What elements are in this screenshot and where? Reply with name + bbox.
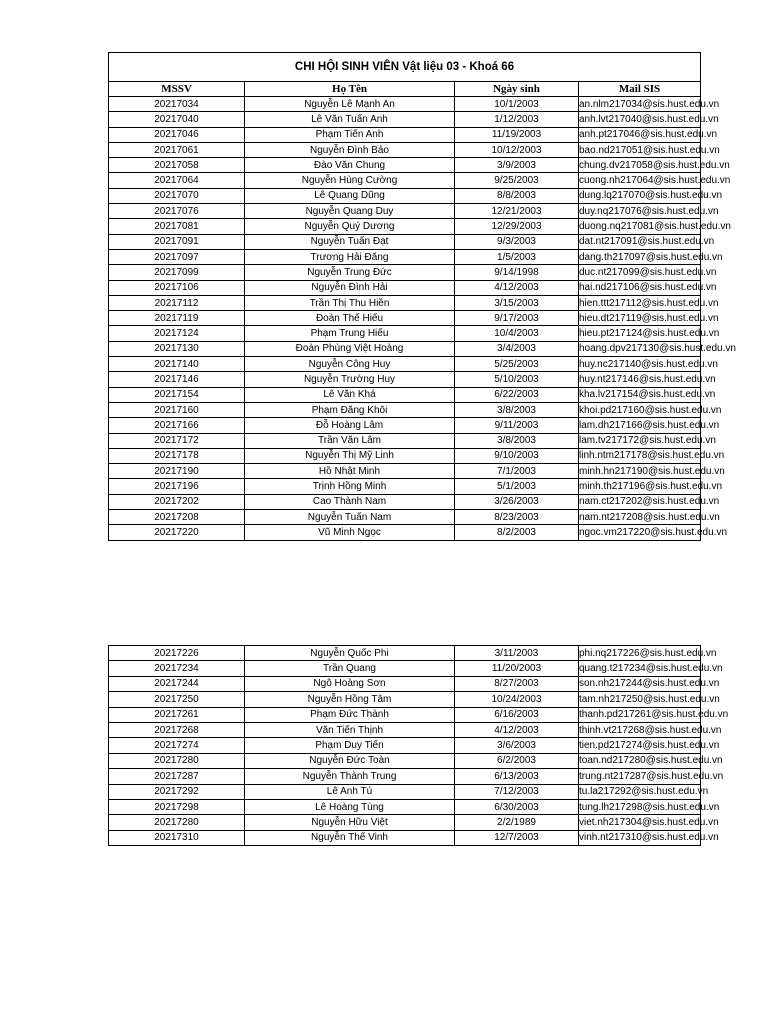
email-cell: an.nlm217034@sis.hust.edu.vn bbox=[579, 97, 701, 112]
student-name-cell: Nguyễn Thế Vinh bbox=[245, 830, 455, 845]
email-cell: hoang.dpv217130@sis.hust.edu.vn bbox=[579, 341, 701, 356]
student-name-cell: Hồ Nhật Minh bbox=[245, 464, 455, 479]
birthdate-cell: 3/11/2003 bbox=[455, 646, 579, 661]
birthdate-cell: 5/25/2003 bbox=[455, 357, 579, 372]
email-cell: vinh.nt217310@sis.hust.edu.vn bbox=[579, 830, 701, 845]
student-name-cell: Nguyễn Quốc Phi bbox=[245, 646, 455, 661]
student-id-cell: 20217119 bbox=[109, 311, 245, 326]
birthdate-cell: 12/21/2003 bbox=[455, 204, 579, 219]
birthdate-cell: 7/1/2003 bbox=[455, 464, 579, 479]
student-name-cell: Nguyễn Tuấn Nam bbox=[245, 510, 455, 525]
student-name-cell: Đào Văn Chung bbox=[245, 158, 455, 173]
student-name-cell: Đỗ Hoàng Lâm bbox=[245, 418, 455, 433]
student-name-cell: Vũ Minh Ngọc bbox=[245, 525, 455, 540]
student-id-cell: 20217250 bbox=[109, 692, 245, 707]
column-header-birthdate: Ngày sinh bbox=[455, 82, 579, 97]
student-name-cell: Nguyễn Hữu Việt bbox=[245, 815, 455, 830]
student-name-cell: Ngô Hoàng Sơn bbox=[245, 676, 455, 691]
student-name-cell: Nguyễn Trường Huy bbox=[245, 372, 455, 387]
birthdate-cell: 9/25/2003 bbox=[455, 173, 579, 188]
email-cell: duc.nt217099@sis.hust.edu.vn bbox=[579, 265, 701, 280]
table-row bbox=[109, 295, 701, 310]
student-id-cell: 20217091 bbox=[109, 234, 245, 249]
email-cell: tien.pd217274@sis.hust.edu.vn bbox=[579, 738, 701, 753]
email-cell: tam.nh217250@sis.hust.edu.vn bbox=[579, 692, 701, 707]
student-id-cell: 20217076 bbox=[109, 204, 245, 219]
table-row bbox=[109, 646, 701, 661]
table-row bbox=[109, 815, 701, 830]
birthdate-cell: 9/10/2003 bbox=[455, 448, 579, 463]
student-name-cell: Nguyễn Thành Trung bbox=[245, 769, 455, 784]
student-table-2 bbox=[108, 645, 729, 846]
email-cell: quang.t217234@sis.hust.edu.vn bbox=[579, 661, 701, 676]
table-row bbox=[109, 418, 701, 433]
birthdate-cell: 7/12/2003 bbox=[455, 784, 579, 799]
student-id-cell: 20217298 bbox=[109, 799, 245, 814]
table-row bbox=[109, 510, 701, 525]
student-name-cell: Lê Quang Dũng bbox=[245, 188, 455, 203]
student-name-cell: Đoàn Thế Hiếu bbox=[245, 311, 455, 326]
birthdate-cell: 12/7/2003 bbox=[455, 830, 579, 845]
birthdate-cell: 1/12/2003 bbox=[455, 112, 579, 127]
student-name-cell: Nguyễn Trung Đức bbox=[245, 265, 455, 280]
student-id-cell: 20217280 bbox=[109, 815, 245, 830]
table-row bbox=[109, 280, 701, 295]
email-cell: hien.ttt217112@sis.hust.edu.vn bbox=[579, 295, 701, 310]
email-cell: thinh.vt217268@sis.hust.edu.vn bbox=[579, 722, 701, 737]
table-row bbox=[109, 707, 701, 722]
birthdate-cell: 9/3/2003 bbox=[455, 234, 579, 249]
birthdate-cell: 8/27/2003 bbox=[455, 676, 579, 691]
email-cell: tung.lh217298@sis.hust.edu.vn bbox=[579, 799, 701, 814]
student-id-cell: 20217081 bbox=[109, 219, 245, 234]
email-cell: cuong.nh217064@sis.hust.edu.vn bbox=[579, 173, 701, 188]
birthdate-cell: 3/6/2003 bbox=[455, 738, 579, 753]
email-cell: bao.nd217051@sis.hust.edu.vn bbox=[579, 142, 701, 157]
student-name-cell: Trần Thị Thu Hiền bbox=[245, 295, 455, 310]
student-name-cell: Trần Văn Lâm bbox=[245, 433, 455, 448]
email-cell: duong.nq217081@sis.hust.edu.vn bbox=[579, 219, 701, 234]
table-row bbox=[109, 219, 701, 234]
table-row bbox=[109, 127, 701, 142]
student-name-cell: Phạm Trung Hiếu bbox=[245, 326, 455, 341]
table-row bbox=[109, 112, 701, 127]
table-row bbox=[109, 769, 701, 784]
student-id-cell: 20217146 bbox=[109, 372, 245, 387]
student-id-cell: 20217208 bbox=[109, 510, 245, 525]
student-name-cell: Lê Văn Khá bbox=[245, 387, 455, 402]
table-row bbox=[109, 173, 701, 188]
student-name-cell: Nguyễn Công Huy bbox=[245, 357, 455, 372]
student-name-cell: Nguyễn Tuấn Đạt bbox=[245, 234, 455, 249]
table-row bbox=[109, 234, 701, 249]
student-name-cell: Lê Hoàng Tùng bbox=[245, 799, 455, 814]
student-id-cell: 20217106 bbox=[109, 280, 245, 295]
birthdate-cell: 3/26/2003 bbox=[455, 494, 579, 509]
student-name-cell: Nguyễn Quang Duy bbox=[245, 204, 455, 219]
student-name-cell: Nguyễn Đình Bảo bbox=[245, 142, 455, 157]
student-name-cell: Văn Tiến Thịnh bbox=[245, 722, 455, 737]
column-header-mssv: MSSV bbox=[109, 82, 245, 97]
table-row bbox=[109, 738, 701, 753]
student-name-cell: Nguyễn Thị Mỹ Linh bbox=[245, 448, 455, 463]
student-id-cell: 20217274 bbox=[109, 738, 245, 753]
student-name-cell: Cao Thành Nam bbox=[245, 494, 455, 509]
email-cell: thanh.pd217261@sis.hust.edu.vn bbox=[579, 707, 701, 722]
birthdate-cell: 3/15/2003 bbox=[455, 295, 579, 310]
column-header-name: Họ Tên bbox=[245, 82, 455, 97]
student-id-cell: 20217154 bbox=[109, 387, 245, 402]
student-id-cell: 20217034 bbox=[109, 97, 245, 112]
email-cell: son.nh217244@sis.hust.edu.vn bbox=[579, 676, 701, 691]
birthdate-cell: 11/19/2003 bbox=[455, 127, 579, 142]
birthdate-cell: 5/10/2003 bbox=[455, 372, 579, 387]
email-cell: tu.la217292@sis.hust.edu.vn bbox=[579, 784, 701, 799]
birthdate-cell: 6/16/2003 bbox=[455, 707, 579, 722]
birthdate-cell: 3/8/2003 bbox=[455, 433, 579, 448]
student-id-cell: 20217140 bbox=[109, 357, 245, 372]
student-id-cell: 20217070 bbox=[109, 188, 245, 203]
table-row bbox=[109, 357, 701, 372]
table-row bbox=[109, 784, 701, 799]
table-row bbox=[109, 158, 701, 173]
birthdate-cell: 3/4/2003 bbox=[455, 341, 579, 356]
birthdate-cell: 10/24/2003 bbox=[455, 692, 579, 707]
table-row bbox=[109, 494, 701, 509]
birthdate-cell: 9/11/2003 bbox=[455, 418, 579, 433]
student-id-cell: 20217064 bbox=[109, 173, 245, 188]
student-id-cell: 20217097 bbox=[109, 249, 245, 264]
birthdate-cell: 6/2/2003 bbox=[455, 753, 579, 768]
student-id-cell: 20217061 bbox=[109, 142, 245, 157]
student-id-cell: 20217099 bbox=[109, 265, 245, 280]
email-cell: minh.th217196@sis.hust.edu.vn bbox=[579, 479, 701, 494]
student-id-cell: 20217160 bbox=[109, 402, 245, 417]
student-id-cell: 20217166 bbox=[109, 418, 245, 433]
student-id-cell: 20217196 bbox=[109, 479, 245, 494]
email-cell: huy.nt217146@sis.hust.edu.vn bbox=[579, 372, 701, 387]
student-id-cell: 20217040 bbox=[109, 112, 245, 127]
email-cell: nam.nt217208@sis.hust.edu.vn bbox=[579, 510, 701, 525]
birthdate-cell: 1/5/2003 bbox=[455, 249, 579, 264]
birthdate-cell: 12/29/2003 bbox=[455, 219, 579, 234]
birthdate-cell: 4/12/2003 bbox=[455, 722, 579, 737]
student-name-cell: Đoàn Phùng Việt Hoàng bbox=[245, 341, 455, 356]
student-table-1 bbox=[108, 52, 736, 541]
birthdate-cell: 9/17/2003 bbox=[455, 311, 579, 326]
table-row bbox=[109, 753, 701, 768]
email-cell: linh.ntm217178@sis.hust.edu.vn bbox=[579, 448, 701, 463]
birthdate-cell: 8/2/2003 bbox=[455, 525, 579, 540]
email-cell: kha.lv217154@sis.hust.edu.vn bbox=[579, 387, 701, 402]
table-row bbox=[109, 341, 701, 356]
student-id-cell: 20217178 bbox=[109, 448, 245, 463]
table-row bbox=[109, 722, 701, 737]
student-id-cell: 20217172 bbox=[109, 433, 245, 448]
table-row bbox=[109, 97, 701, 112]
student-name-cell: Phạm Đăng Khôi bbox=[245, 402, 455, 417]
student-id-cell: 20217234 bbox=[109, 661, 245, 676]
email-cell: huy.nc217140@sis.hust.edu.vn bbox=[579, 357, 701, 372]
birthdate-cell: 4/12/2003 bbox=[455, 280, 579, 295]
birthdate-cell: 8/8/2003 bbox=[455, 188, 579, 203]
student-name-cell: Nguyễn Hùng Cường bbox=[245, 173, 455, 188]
student-id-cell: 20217046 bbox=[109, 127, 245, 142]
table-row bbox=[109, 448, 701, 463]
student-id-cell: 20217124 bbox=[109, 326, 245, 341]
table-row bbox=[109, 661, 701, 676]
email-cell: phi.nq217226@sis.hust.edu.vn bbox=[579, 646, 701, 661]
email-cell: anh.lvt217040@sis.hust.edu.vn bbox=[579, 112, 701, 127]
student-name-cell: Phạm Duy Tiến bbox=[245, 738, 455, 753]
student-id-cell: 20217310 bbox=[109, 830, 245, 845]
email-cell: chung.dv217058@sis.hust.edu.vn bbox=[579, 158, 701, 173]
student-id-cell: 20217261 bbox=[109, 707, 245, 722]
table-row bbox=[109, 142, 701, 157]
email-cell: khoi.pd217160@sis.hust.edu.vn bbox=[579, 402, 701, 417]
birthdate-cell: 6/30/2003 bbox=[455, 799, 579, 814]
birthdate-cell: 8/23/2003 bbox=[455, 510, 579, 525]
birthdate-cell: 11/20/2003 bbox=[455, 661, 579, 676]
student-name-cell: Nguyễn Hồng Tâm bbox=[245, 692, 455, 707]
student-name-cell: Nguyễn Quý Dương bbox=[245, 219, 455, 234]
student-id-cell: 20217226 bbox=[109, 646, 245, 661]
student-name-cell: Phạm Tiến Anh bbox=[245, 127, 455, 142]
birthdate-cell: 10/4/2003 bbox=[455, 326, 579, 341]
student-id-cell: 20217112 bbox=[109, 295, 245, 310]
birthdate-cell: 10/12/2003 bbox=[455, 142, 579, 157]
table-row bbox=[109, 799, 701, 814]
student-name-cell: Lê Anh Tú bbox=[245, 784, 455, 799]
table-row bbox=[109, 433, 701, 448]
student-name-cell: Trương Hải Đăng bbox=[245, 249, 455, 264]
student-name-cell: Nguyễn Đình Hải bbox=[245, 280, 455, 295]
email-cell: lam.tv217172@sis.hust.edu.vn bbox=[579, 433, 701, 448]
table-row bbox=[109, 372, 701, 387]
student-id-cell: 20217292 bbox=[109, 784, 245, 799]
email-cell: hieu.pt217124@sis.hust.edu.vn bbox=[579, 326, 701, 341]
student-id-cell: 20217202 bbox=[109, 494, 245, 509]
email-cell: nam.ct217202@sis.hust.edu.vn bbox=[579, 494, 701, 509]
birthdate-cell: 9/14/1998 bbox=[455, 265, 579, 280]
table-row bbox=[109, 265, 701, 280]
student-id-cell: 20217287 bbox=[109, 769, 245, 784]
email-cell: dat.nt217091@sis.hust.edu.vn bbox=[579, 234, 701, 249]
email-cell: trung.nt217287@sis.hust.edu.vn bbox=[579, 769, 701, 784]
student-id-cell: 20217130 bbox=[109, 341, 245, 356]
table-row bbox=[109, 326, 701, 341]
table-row bbox=[109, 387, 701, 402]
table-row bbox=[109, 692, 701, 707]
table-row bbox=[109, 830, 701, 845]
student-name-cell: Trịnh Hồng Minh bbox=[245, 479, 455, 494]
email-cell: minh.hn217190@sis.hust.edu.vn bbox=[579, 464, 701, 479]
table-row bbox=[109, 676, 701, 691]
email-cell: anh.pt217046@sis.hust.edu.vn bbox=[579, 127, 701, 142]
email-cell: hieu.dt217119@sis.hust.edu.vn bbox=[579, 311, 701, 326]
student-id-cell: 20217058 bbox=[109, 158, 245, 173]
birthdate-cell: 2/2/1989 bbox=[455, 815, 579, 830]
student-id-cell: 20217280 bbox=[109, 753, 245, 768]
table-row bbox=[109, 464, 701, 479]
student-name-cell: Nguyễn Lê Mạnh An bbox=[245, 97, 455, 112]
table-row bbox=[109, 311, 701, 326]
table-row bbox=[109, 188, 701, 203]
student-name-cell: Trần Quang bbox=[245, 661, 455, 676]
birthdate-cell: 6/22/2003 bbox=[455, 387, 579, 402]
student-name-cell: Phạm Đức Thành bbox=[245, 707, 455, 722]
birthdate-cell: 3/9/2003 bbox=[455, 158, 579, 173]
student-id-cell: 20217220 bbox=[109, 525, 245, 540]
email-cell: dang.th217097@sis.hust.edu.vn bbox=[579, 249, 701, 264]
email-cell: viet.nh217304@sis.hust.edu.vn bbox=[579, 815, 701, 830]
table-row bbox=[109, 204, 701, 219]
email-cell: toan.nd217280@sis.hust.edu.vn bbox=[579, 753, 701, 768]
birthdate-cell: 5/1/2003 bbox=[455, 479, 579, 494]
student-name-cell: Nguyễn Đức Toàn bbox=[245, 753, 455, 768]
student-id-cell: 20217190 bbox=[109, 464, 245, 479]
birthdate-cell: 3/8/2003 bbox=[455, 402, 579, 417]
student-id-cell: 20217268 bbox=[109, 722, 245, 737]
email-cell: dung.lq217070@sis.hust.edu.vn bbox=[579, 188, 701, 203]
column-header-mail: Mail SIS bbox=[579, 82, 701, 97]
document-title: CHI HỘI SINH VIÊN Vật liệu 03 - Khoá 66 bbox=[109, 53, 701, 82]
student-name-cell: Lê Văn Tuấn Anh bbox=[245, 112, 455, 127]
table-row bbox=[109, 249, 701, 264]
email-cell: duy.nq217076@sis.hust.edu.vn bbox=[579, 204, 701, 219]
email-cell: ngoc.vm217220@sis.hust.edu.vn bbox=[579, 525, 701, 540]
table-row bbox=[109, 525, 701, 540]
table-row bbox=[109, 402, 701, 417]
email-cell: lam.dh217166@sis.hust.edu.vn bbox=[579, 418, 701, 433]
birthdate-cell: 10/1/2003 bbox=[455, 97, 579, 112]
table-row bbox=[109, 479, 701, 494]
student-id-cell: 20217244 bbox=[109, 676, 245, 691]
birthdate-cell: 6/13/2003 bbox=[455, 769, 579, 784]
email-cell: hai.nd217106@sis.hust.edu.vn bbox=[579, 280, 701, 295]
